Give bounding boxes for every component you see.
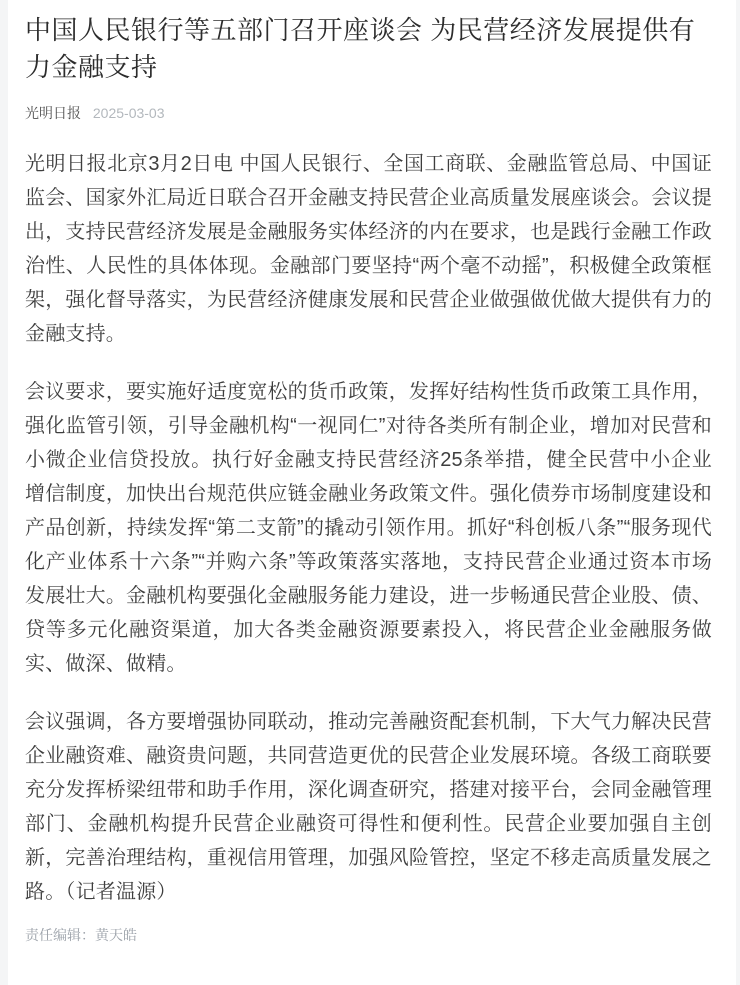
article-date: 2025-03-03 [92,105,165,121]
article-paragraph-2: 会议要求，要实施好适度宽松的货币政策，发挥好结构性货币政策工具作用，强化监管引领，引导金融机构“一视同仁”对待各类所有制企业，增加对民营和小微企业信贷投放。执行好金融支持民营经济25条举措，健全民营中小企业增信制度，加快出台规范供应链金融业务政策文件。强化债券市场制度建设和产品创新，持续发挥“第二支箭”的撬动引领作用。抓好“科创板八条”“服务现代化产业体系十六条”“并购六条”等政策落实落地，支持民营企业通过资本市场发展壮大。金融机构要强化金融服务能力建设，进一步畅通民营企业股、债、贷等多元化融资渠道，加大各类金融资源要素投入，将民营企业金融服务做实、做深、做精。 [25,381,712,675]
editor-line [25,925,712,945]
article-title: 中国人民银行等五部门召开座谈会 为民营经济发展提供有力金融支持 [25,15,696,82]
editor-label: 责任编辑： [25,927,95,943]
article-body [25,147,712,909]
article-card [8,0,736,985]
article-source: 光明日报 [25,105,81,121]
editor-name: 黄天皓 [95,927,137,943]
article-paragraph-1: 光明日报北京3月2日电 中国人民银行、全国工商联、金融监管总局、中国证监会、国家外汇局近日联合召开金融支持民营企业高质量发展座谈会。会议提出，支持民营经济发展是金融服务实体经济的内在要求，也是践行金融工作政治性、人民性的具体体现。金融部门要坚持“两个毫不动摇”，积极健全政策框架，强化督导落实，为民营经济健康发展和民营企业做强做优做大提供有力的金融支持。 [25,153,712,345]
article-paragraph-3: 会议强调，各方要增强协同联动，推动完善融资配套机制，下大气力解决民营企业融资难、融资贵问题，共同营造更优的民营企业发展环境。各级工商联要充分发挥桥梁纽带和助手作用，深化调查研究，搭建对接平台，会同金融管理部门、金融机构提升民营企业融资可得性和便利性。民营企业要加强自主创新，完善治理结构，重视信用管理，加强风险管控，坚定不移走高质量发展之路。（记者温源） [25,711,712,903]
article-meta [25,103,712,123]
